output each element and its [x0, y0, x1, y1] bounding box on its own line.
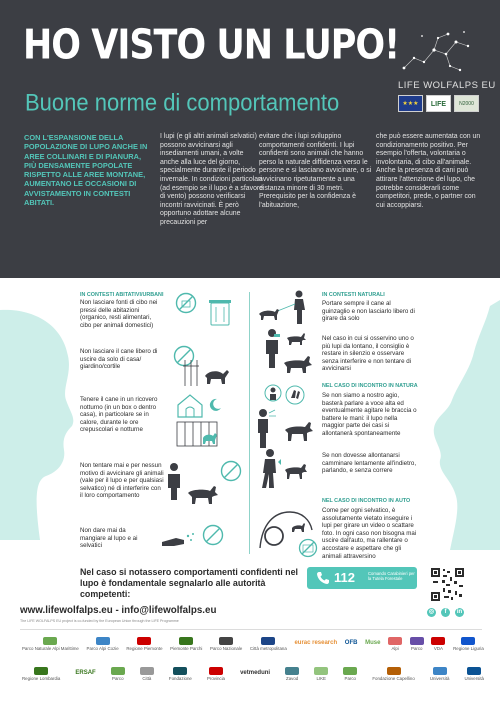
walking-backward-icon [258, 448, 282, 488]
partner-logo: OFB [344, 640, 358, 646]
shouting-person-wolf-icon [255, 408, 319, 448]
partner-logo: Parco Nazionale [210, 637, 242, 651]
partner-logo: Regione Lombardia [22, 667, 60, 681]
partner-logo: Università [430, 667, 450, 681]
no-feeding-icon [202, 524, 224, 546]
partner-logo: vetmeduni [240, 670, 271, 676]
person-silhouette-icon [0, 300, 80, 540]
life-logo-icon: LIFE [426, 95, 451, 112]
urban-tip-dog-free: Non lasciare il cane libero di uscire da solo di casa/ giardino/cortile [80, 348, 158, 371]
instagram-icon[interactable]: ◎ [428, 609, 435, 615]
nature-tip-observe: Nel caso in cui si osservino uno o più lupi da lontano, il consiglio è restare in silenzio e osservare senza interferire e non tentare di avvicinarsi [322, 335, 414, 373]
partner-logo: Parco [343, 667, 357, 681]
feeding-hand-icon [160, 528, 196, 548]
body-column-2: evitare che i lupi sviluppino comportamenti confidenti. I lupi confidenti sono animali che hanno perso la naturale diffidenza verso le persone e si lasciano avvicinare, o si avvicinano ripetutamente a una distanza minore di 30 metri. Prerequisito per la confidenza è l'abituazione, [259, 133, 372, 209]
qr-code-icon[interactable] [430, 567, 465, 602]
partner-logo: Fondazione Capellino [372, 667, 414, 681]
partner-logo: Città [140, 667, 154, 681]
facebook-icon[interactable]: f [441, 608, 450, 617]
page-title: HO VISTO UN LUPO! [23, 22, 400, 70]
person-with-dog-icon [255, 290, 315, 324]
section-heading-nature: IN CONTESTI NATURALI [322, 292, 385, 298]
partner-logo: Parco Naturale Alpi Marittime [22, 637, 79, 651]
observer-binoculars-icon [262, 328, 282, 368]
partner-logos-row-1 [22, 637, 484, 651]
dog-gate-icon [183, 358, 233, 388]
car-tip-no-chase: Come per ogni selvatico, è assolutamente vietato inseguire i lupi per girare un video o scattare foto. In ogni caso non bisogna mai uscire dall'auto, ma rallentare o accostare e aspettare che gli animali attraversino [322, 507, 417, 560]
social-links [427, 608, 464, 617]
linkedin-icon[interactable]: in [456, 609, 463, 615]
column-divider [249, 292, 250, 554]
partner-logo: Regione Piemonte [126, 637, 162, 651]
partner-logo: eurac research [294, 640, 338, 646]
wolf-walking-away-icon [283, 462, 309, 480]
urban-tip-no-feeding: Non dare mai da mangiare al lupo e ai selvatici [80, 527, 138, 550]
wolf-icon [186, 483, 220, 505]
partner-logo: Muse [365, 640, 381, 646]
no-camera-icon [298, 538, 318, 558]
partner-logo: Parco [410, 637, 424, 651]
clapping-hands-icon [284, 384, 306, 406]
body-column-3: che può essere aumentata con un condizionamento positivo. Per esempio l'offerta, volontaria o involontaria, di cibo all'animale. Anche la presenza di cani può attirare l'attenzione del lupo, che potrebbe considerarli come competitori, prede, o partner con cui accoppiarsi. [376, 133, 481, 209]
partner-logo: Fondazione [169, 667, 192, 681]
funding-disclaimer: The LIFE WOLFALPS EU project is co-funded by the European Union through the LIFE Programme [20, 619, 179, 623]
section-heading-car: NEL CASO DI INCONTRO IN AUTO [322, 498, 411, 504]
section-heading-encounter: NEL CASO DI INCONTRO IN NATURA [322, 383, 418, 389]
page-subtitle: Buone norme di comportamento [25, 89, 340, 116]
phone-description: Comando Carabinieri per la Tutela Forestale [368, 571, 415, 581]
moon-icon [208, 398, 222, 412]
logo-title: LIFE WOLFALPS EU [398, 80, 496, 91]
no-food-icon [175, 292, 197, 314]
no-approach-icon [220, 460, 242, 482]
partner-logo: Città metropolitana [250, 637, 287, 651]
partner-logo: Piemonte Parchi [170, 637, 202, 651]
partner-logo: LIKE [314, 667, 328, 681]
partner-logo: Regione Liguria [453, 637, 484, 651]
phone-number: 112 [334, 570, 355, 585]
wolf-distance-icon [282, 354, 316, 374]
header-band [0, 0, 500, 278]
wolf-constellation-icon [398, 28, 476, 78]
partner-logo: Zavod [285, 667, 299, 681]
dog-box-icon [175, 420, 227, 448]
partner-logo: Parco [111, 667, 125, 681]
urban-tip-food: Non lasciare fonti di cibo nei pressi delle abitazioni (organico, resti alimentari, cibo per animali domestici) [80, 299, 158, 329]
urban-tip-no-approach: Non tentare mai e per nessun motivo di avvicinare gli animali (vale per il lupo e per qualsiasi selvatico) né di interferire con il loro comportamento [80, 462, 164, 500]
partner-logo: VDA [431, 637, 445, 651]
natura2000-logo-icon: N2000 [454, 95, 479, 112]
section-heading-urban: IN CONTESTI ABITATIVI/URBANI [80, 292, 164, 298]
encounter-tip-back-away: Se non dovesse allontanarsi camminare lentamente all'indietro, parlando, e senza correre [322, 452, 417, 475]
kennel-icon [175, 393, 205, 419]
encounter-tip-noise: Se non siamo a nostro agio, basterà parlare a voce alta ed eventualmente agitare le braccia o battere le mani: il lupo nella maggior parte dei casi si allontanerà spontaneamente [322, 392, 417, 437]
partner-logo: Provincia [207, 667, 225, 681]
intro-text: CON L'ESPANSIONE DELLA POPOLAZIONE DI LUPO ANCHE IN AREE COLLINARI E DI PIANURA, PIÙ DENSAMENTE POPOLATE RISPETTO ALLE AREE MONTANE, AUMENTANO LE OCCASIONI DI AVVISTAMENTO IN CONTESTI ABITATI. [24, 133, 148, 208]
partner-logo: ERSAF [75, 670, 96, 676]
trash-bin-icon [205, 295, 235, 327]
partner-logos-row-2 [22, 667, 484, 681]
footer-separator [20, 629, 482, 630]
nature-tip-leash: Portare sempre il cane al guinzaglio e non lasciarlo libero di girare da solo [322, 300, 415, 323]
phone-icon [316, 571, 330, 585]
urban-tip-night-shelter: Tenere il cane in un ricovero notturno (in un box o dentro casa), in particolare se in calore, durante le ore crepuscolari e notturne [80, 396, 158, 434]
partner-logo: Alpi [388, 637, 402, 651]
eu-flag-icon: ★★★ [398, 95, 423, 112]
person-icon [165, 462, 183, 500]
wolf-silhouette-icon [430, 300, 500, 550]
website-and-email[interactable]: www.lifewolfalps.eu - info@lifewolfalps.eu [20, 605, 217, 616]
body-column-1: I lupi (e gli altri animali selvatici) possono avvicinarsi agli insediamenti umani, a volte anche alla luce del giorno, specialmente durante il periodo invernale. In condizioni particolari (ad esempio se il lupo è a sfavore di vento) possono verificarsi incontri ravvicinati. È però opportuno adottare alcune precauzioni per [160, 133, 264, 226]
partner-logo: Università [464, 667, 484, 681]
distant-wolf-icon [286, 332, 308, 346]
funding-logos [398, 95, 479, 112]
partner-logo: Parco Alpi Cozie [87, 637, 119, 651]
emergency-phone-box[interactable] [307, 567, 417, 589]
report-notice: Nel caso si notassero comportamenti confidenti nel lupo è fondamentale segnalarlo alle autorità competenti: [80, 567, 298, 599]
life-wolfalps-logo [392, 28, 496, 123]
